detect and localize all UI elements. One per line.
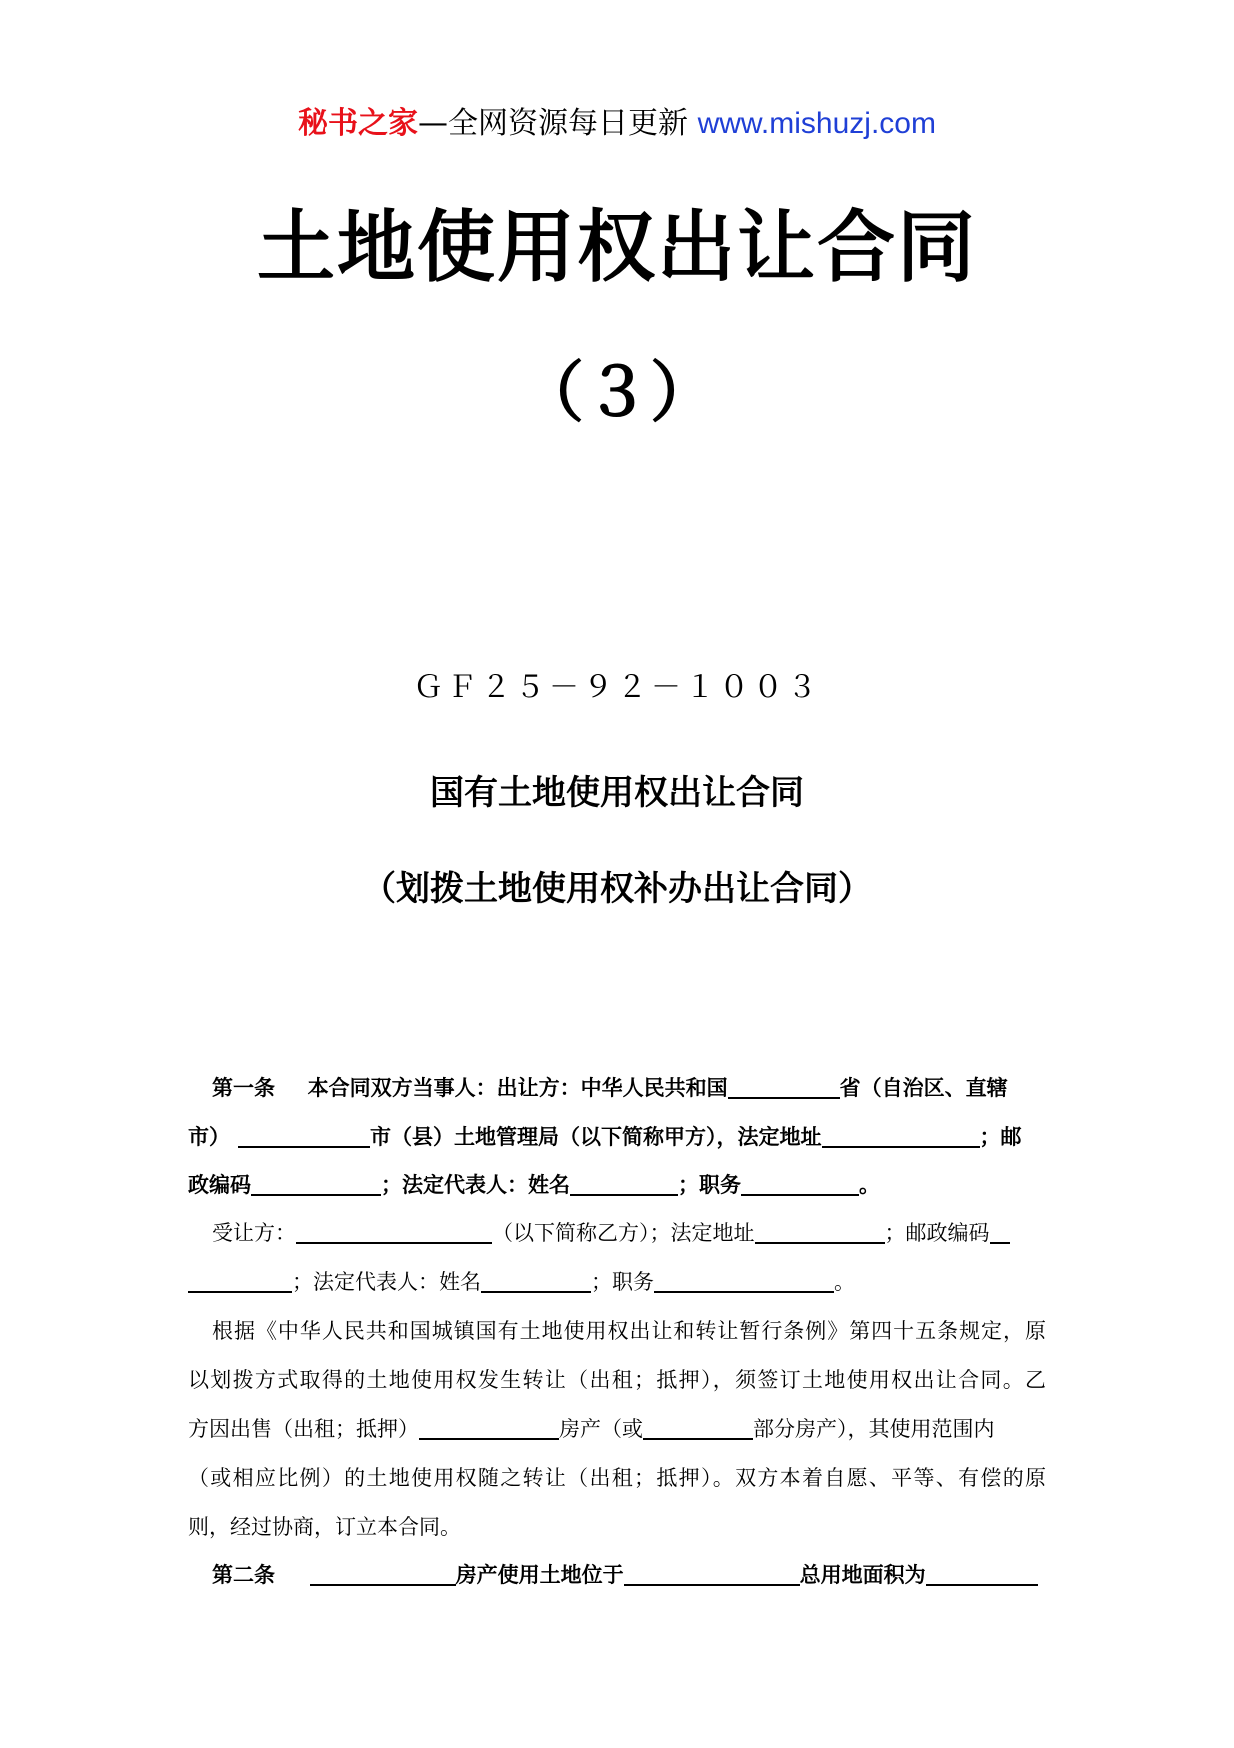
party-a-rep-title-blank [741, 1172, 859, 1196]
party-b-address-blank [755, 1220, 885, 1244]
party-a-address-blank [822, 1124, 980, 1148]
article-2-lead: 第二条 [212, 1563, 275, 1587]
brand-name: 秘书之家 [298, 106, 419, 141]
contract-subtitle-note: （划拨土地使用权补办出让合同） [362, 869, 872, 909]
party-b-name-blank [296, 1220, 492, 1244]
province-blank [728, 1075, 840, 1099]
site-url-link[interactable]: www.mishuzj.com [697, 107, 936, 140]
party-b-line-1: 受让方： （以下简称乙方）；法定地址 ；邮政编码 [188, 1218, 1046, 1248]
article-1-line-2: 市） 市（县）土地管理局（以下简称甲方），法定地址 ；邮 [188, 1125, 1022, 1149]
basis-line-2: 以划拨方式取得的土地使用权发生转让（出租；抵押），须签订土地使用权出让合同。乙 [188, 1368, 1046, 1392]
site-banner [0, 104, 1234, 144]
land-owner-blank [310, 1562, 456, 1586]
party-a-postcode-blank [251, 1172, 381, 1196]
basis-line-5: 则，经过协商，订立本合同。 [188, 1515, 461, 1539]
article-1-line-3: 政编码 ；法定代表人：姓名 ；职务 。 [188, 1173, 880, 1197]
party-b-rep-title-blank [654, 1269, 834, 1293]
basis-line-4: （或相应比例）的土地使用权随之转让（出租；抵押）。双方本着自愿、平等、有偿的原 [188, 1466, 1046, 1490]
party-b-postcode-blank-end [188, 1269, 292, 1293]
land-area-blank [926, 1562, 1038, 1586]
city-blank [238, 1124, 370, 1148]
property-blank [419, 1416, 559, 1440]
contract-code: ＧＦ２５－９２－１００３ [413, 670, 821, 705]
party-a-rep-name-blank [570, 1172, 678, 1196]
banner-slogan: —全网资源每日更新 [418, 106, 689, 141]
article-1-line-1: 第一条 本合同双方当事人：出让方：中华人民共和国 省（自治区、直辖 [212, 1076, 1008, 1100]
party-b-postcode-blank-start [990, 1220, 1010, 1244]
basis-line-1: 根据《中华人民共和国城镇国有土地使用权出让和转让暂行条例》第四十五条规定，原 [212, 1319, 1046, 1343]
contract-subtitle: 国有土地使用权出让合同 [430, 773, 804, 813]
document-title: 土地使用权出让合同 [256, 203, 977, 293]
article-1-lead: 第一条 [212, 1076, 275, 1100]
article-2-line-1: 第二条 房产使用土地位于 总用地面积为 [188, 1560, 1046, 1590]
party-b-line-2: ；法定代表人：姓名 ；职务 。 [188, 1267, 1046, 1297]
volume-number: （３） [518, 354, 716, 431]
land-location-blank [624, 1562, 800, 1586]
partial-property-blank [643, 1416, 753, 1440]
party-b-rep-name-blank [481, 1269, 591, 1293]
basis-line-3: 方因出售（出租；抵押） 房产（或 部分房产），其使用范围内 [188, 1417, 995, 1441]
